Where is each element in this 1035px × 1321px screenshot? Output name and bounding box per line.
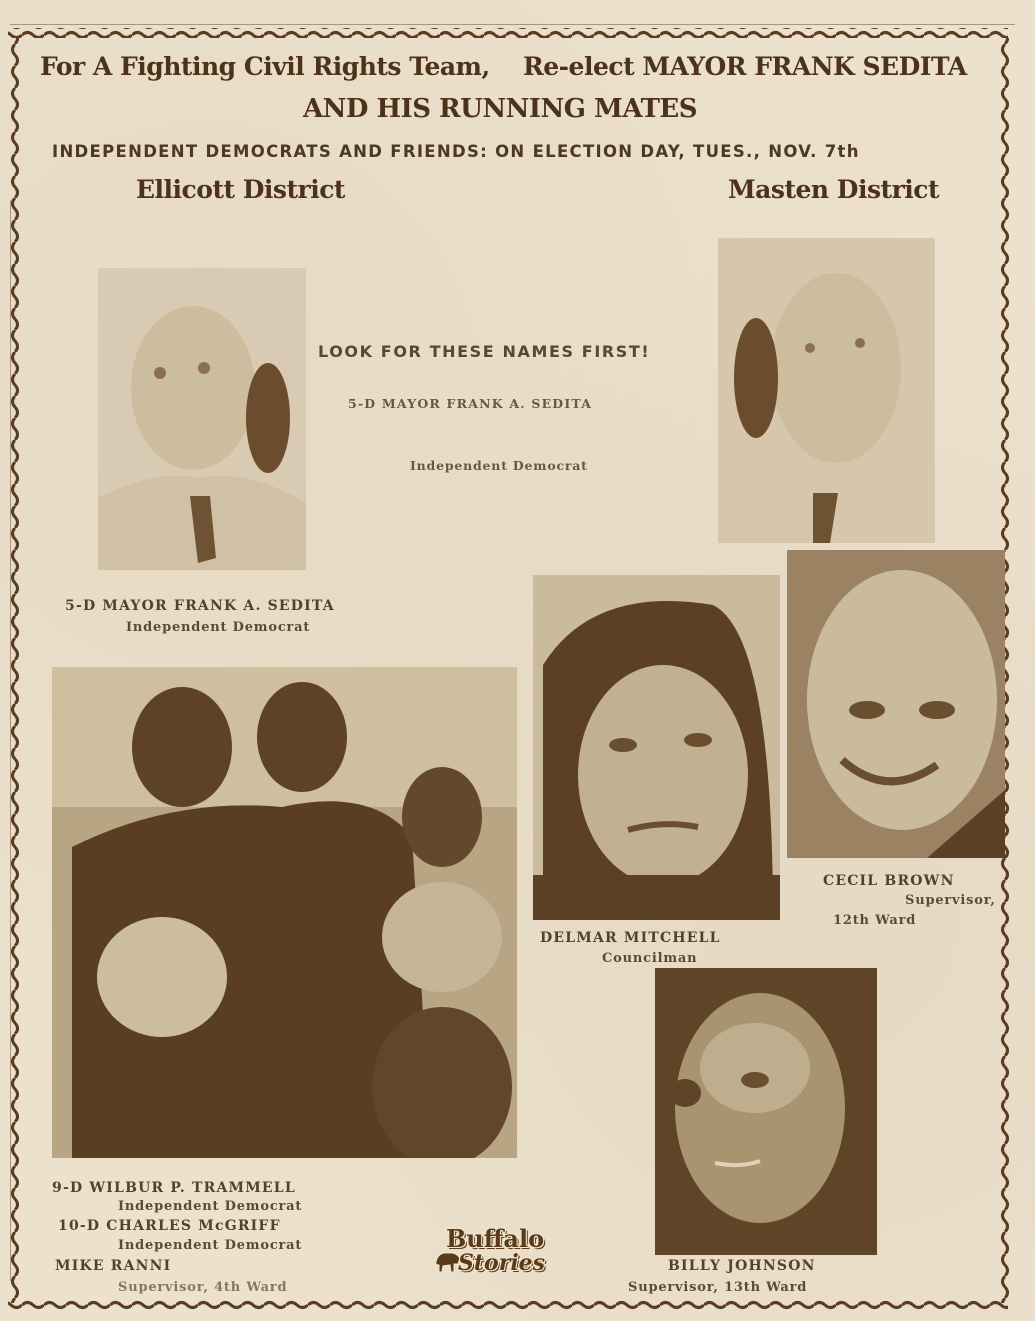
- caption-trammell-role: Independent Democrat: [118, 1199, 303, 1214]
- caption-mcgriff-role: Independent Democrat: [118, 1238, 303, 1253]
- photo-billy-johnson: [655, 968, 877, 1255]
- buffalo-stories-logo: [432, 1226, 562, 1282]
- caption-ranni-name: MIKE RANNI: [55, 1258, 172, 1274]
- election-day-line: INDEPENDENT DEMOCRATS AND FRIENDS: ON ELECTION DAY, TUES., NOV. 7th: [52, 142, 860, 161]
- caption-brown-role: Supervisor,: [905, 893, 996, 908]
- caption-mcgriff-name: 10-D CHARLES McGRIFF: [58, 1218, 281, 1234]
- look-for-names-title: LOOK FOR THESE NAMES FIRST!: [318, 342, 651, 361]
- caption-johnson-role: Supervisor, 13th Ward: [628, 1280, 808, 1295]
- headline-left: For A Fighting Civil Rights Team,: [40, 52, 490, 81]
- caption-brown-name: CECIL BROWN: [823, 873, 955, 889]
- headline-right: Re-elect MAYOR FRANK SEDITA: [523, 52, 967, 81]
- caption-sedita-role: Independent Democrat: [126, 620, 311, 635]
- photo-sedita-ellicott: [98, 268, 306, 570]
- headline-running-mates: AND HIS RUNNING MATES: [302, 94, 698, 124]
- center-sedita-name: 5-D MAYOR FRANK A. SEDITA: [348, 396, 593, 411]
- caption-mitchell-name: DELMAR MITCHELL: [540, 930, 721, 946]
- caption-brown-ward: 12th Ward: [833, 913, 917, 928]
- photo-sedita-masten: [718, 238, 935, 543]
- caption-trammell-name: 9-D WILBUR P. TRAMMELL: [52, 1180, 296, 1196]
- district-masten: Masten District: [728, 175, 940, 204]
- logo-text-stories: Stories: [458, 1250, 546, 1276]
- caption-ranni-role: Supervisor, 4th Ward: [118, 1280, 288, 1295]
- photo-family-group: [52, 667, 517, 1158]
- caption-mitchell-role: Councilman: [602, 951, 698, 966]
- caption-johnson-name: BILLY JOHNSON: [668, 1258, 816, 1274]
- photo-cecil-brown: [787, 550, 1005, 858]
- logo-text-buffalo: Buffalo: [446, 1224, 545, 1253]
- photo-delmar-mitchell: [533, 575, 780, 920]
- center-sedita-party: Independent Democrat: [410, 458, 588, 473]
- district-ellicott: Ellicott District: [136, 175, 345, 204]
- caption-sedita-name: 5-D MAYOR FRANK A. SEDITA: [65, 598, 335, 614]
